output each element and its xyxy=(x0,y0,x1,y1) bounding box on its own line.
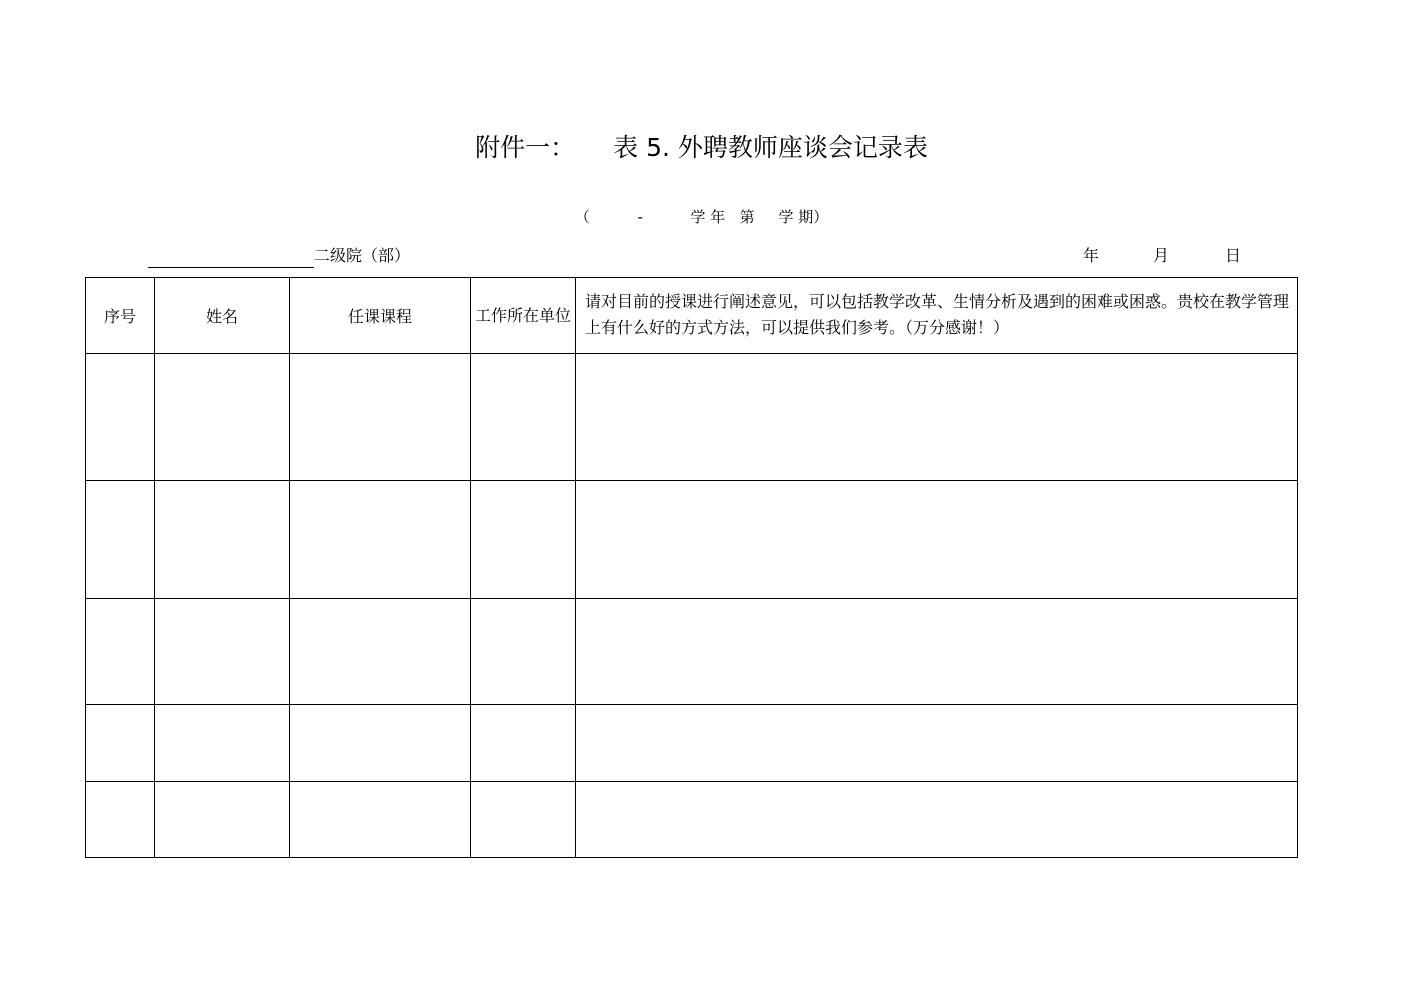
cell-index[interactable] xyxy=(86,705,155,782)
table-header-row xyxy=(86,278,1298,354)
header-course: 任课课程 xyxy=(290,278,471,354)
header-name: 姓名 xyxy=(155,278,290,354)
college-blank-line[interactable] xyxy=(148,267,314,268)
page-title xyxy=(0,130,1403,166)
cell-workplace[interactable] xyxy=(471,705,576,782)
table-row xyxy=(86,481,1298,599)
date-year-label: 年 xyxy=(1083,246,1100,265)
cell-workplace[interactable] xyxy=(471,354,576,481)
cell-course[interactable] xyxy=(290,354,471,481)
cell-course[interactable] xyxy=(290,782,471,858)
title-prefix: 附件一： xyxy=(475,133,576,162)
header-workplace: 工作所在单位 xyxy=(471,278,576,354)
cell-name[interactable] xyxy=(155,705,290,782)
semester-line: （ - 学 年 第 学 期） xyxy=(574,208,829,226)
table-row xyxy=(86,599,1298,705)
cell-remarks[interactable] xyxy=(576,354,1298,481)
table-row xyxy=(86,782,1298,858)
table-row xyxy=(86,354,1298,481)
title-text: 表 5. 外聘教师座谈会记录表 xyxy=(613,133,928,162)
cell-name[interactable] xyxy=(155,782,290,858)
cell-remarks[interactable] xyxy=(576,782,1298,858)
cell-index[interactable] xyxy=(86,599,155,705)
date-day-label: 日 xyxy=(1225,246,1242,265)
cell-index[interactable] xyxy=(86,354,155,481)
cell-name[interactable] xyxy=(155,354,290,481)
cell-workplace[interactable] xyxy=(471,782,576,858)
record-table xyxy=(85,277,1298,858)
cell-course[interactable] xyxy=(290,705,471,782)
cell-remarks[interactable] xyxy=(576,599,1298,705)
cell-name[interactable] xyxy=(155,481,290,599)
header-remarks: 请对目前的授课进行阐述意见，可以包括教学改革、生情分析及遇到的困难或困惑。贵校在教学管理上有什么好的方式方法，可以提供我们参考。（万分感谢！） xyxy=(576,278,1298,354)
cell-remarks[interactable] xyxy=(576,705,1298,782)
cell-course[interactable] xyxy=(290,599,471,705)
header-index: 序号 xyxy=(86,278,155,354)
cell-course[interactable] xyxy=(290,481,471,599)
cell-workplace[interactable] xyxy=(471,481,576,599)
college-label: 二级院（部） xyxy=(314,246,411,265)
cell-workplace[interactable] xyxy=(471,599,576,705)
table-row xyxy=(86,705,1298,782)
cell-index[interactable] xyxy=(86,481,155,599)
cell-remarks[interactable] xyxy=(576,481,1298,599)
date-month-label: 月 xyxy=(1153,246,1170,265)
cell-name[interactable] xyxy=(155,599,290,705)
cell-index[interactable] xyxy=(86,782,155,858)
